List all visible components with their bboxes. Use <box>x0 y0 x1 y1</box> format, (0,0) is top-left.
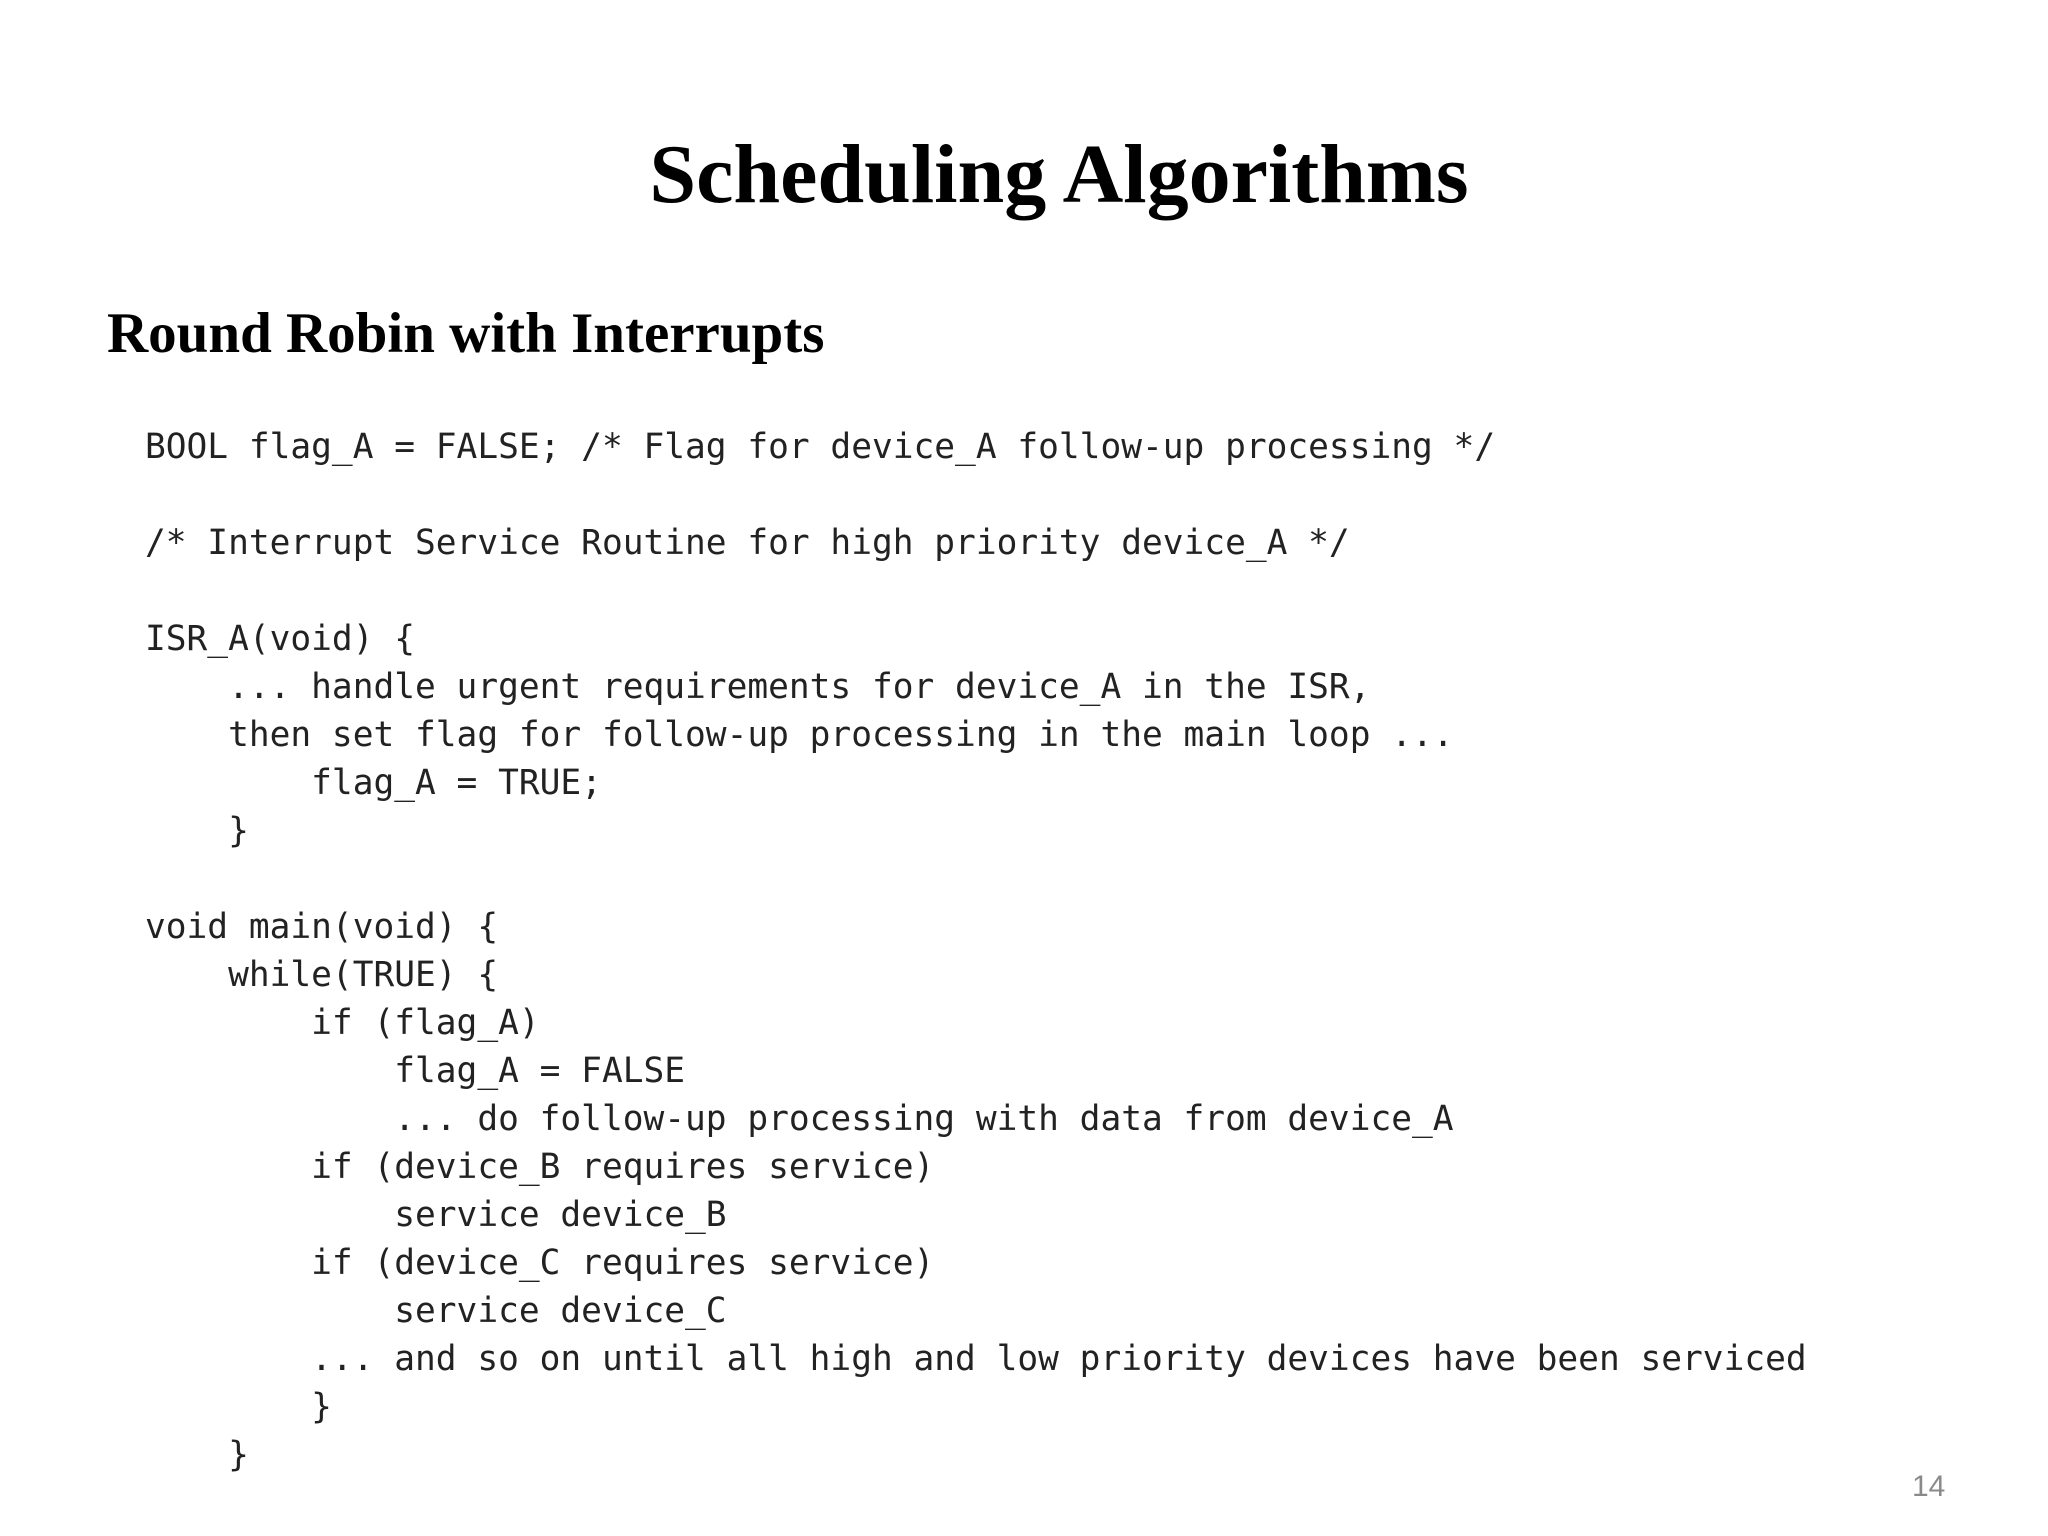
code-line <box>145 567 1807 615</box>
code-line: ... and so on until all high and low priority devices have been serviced <box>145 1339 1807 1379</box>
code-line: ... do follow-up processing with data from device_A <box>145 1099 1454 1139</box>
code-line: flag_A = FALSE <box>145 1051 686 1091</box>
code-line: void main(void) { <box>145 907 499 947</box>
code-line: service device_B <box>145 1195 727 1235</box>
slide-subtitle: Round Robin with Interrupts <box>107 302 825 365</box>
code-line: if (device_C requires service) <box>145 1243 935 1283</box>
code-line <box>145 471 1807 519</box>
code-line: if (device_B requires service) <box>145 1147 935 1187</box>
code-line: service device_C <box>145 1291 727 1331</box>
page-number: 14 <box>1912 1470 1946 1503</box>
code-line: ... handle urgent requirements for device_A in the ISR, <box>145 667 1371 707</box>
code-line: BOOL flag_A = FALSE; /* Flag for device_A follow-up processing */ <box>145 427 1496 467</box>
code-line: } <box>145 811 249 851</box>
code-line: then set flag for follow-up processing in the main loop ... <box>145 715 1454 755</box>
code-block <box>145 423 1807 1479</box>
slide-title: Scheduling Algorithms <box>649 128 1469 221</box>
code-line: } <box>145 1435 249 1475</box>
code-line: } <box>145 1387 332 1427</box>
code-line: /* Interrupt Service Routine for high priority device_A */ <box>145 523 1350 563</box>
code-line: if (flag_A) <box>145 1003 540 1043</box>
code-line: ISR_A(void) { <box>145 619 416 659</box>
code-line: while(TRUE) { <box>145 955 499 995</box>
code-line: flag_A = TRUE; <box>145 763 602 803</box>
code-line <box>145 855 1807 903</box>
